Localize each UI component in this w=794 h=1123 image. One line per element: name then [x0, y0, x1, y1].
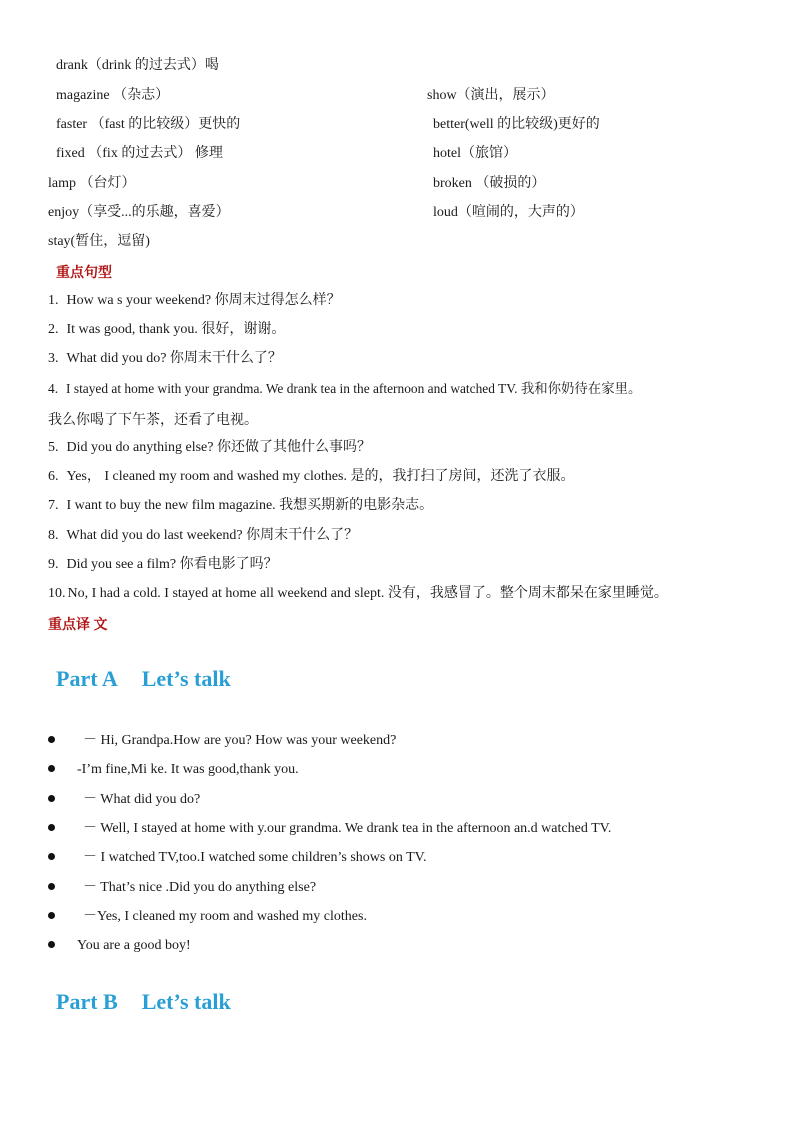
part-b-label: Part B	[56, 989, 118, 1014]
dialog-line	[48, 732, 396, 750]
vocab-faster: faster （fast 的比较级）更快的	[56, 117, 241, 132]
vocab-drank: drank（drink 的过去式）喝	[56, 58, 219, 73]
vocab-hotel: hotel（旅馆）	[433, 146, 517, 161]
sentence-9	[48, 556, 278, 574]
key-sentences-heading: 重点句型	[56, 266, 112, 281]
vocab-fixed: fixed （fix 的过去式） 修理	[56, 146, 223, 161]
sentence-text: No, I had a cold. I stayed at home all weekend and slept. 没有，我感冒了。整个周末都呆在家里睡觉。	[67, 586, 668, 601]
sentence-text: I want to buy the new film magazine. 我想买期新的电影杂志。	[66, 498, 434, 513]
sentence-text: What did you do? 你周末干什么了？	[66, 351, 282, 366]
vocab-stay: stay(暂住，逗留)	[48, 234, 150, 249]
sentence-number: 6.	[48, 469, 59, 484]
sentence-number: 4.	[48, 381, 59, 396]
sentence-number: 10.	[48, 586, 66, 601]
sentence-text: It was good, thank you. 很好，谢谢。	[66, 322, 286, 337]
sentence-1	[48, 292, 341, 310]
vocab-magazine: magazine （杂志）	[56, 88, 170, 103]
dialog-line	[48, 849, 426, 867]
sentence-8	[48, 527, 358, 545]
sentence-3	[48, 350, 282, 368]
part-a-label: Part A	[56, 666, 118, 691]
dialog-line	[48, 879, 316, 897]
bullet-icon	[48, 736, 55, 743]
sentence-number: 9.	[48, 557, 59, 572]
dialog-line	[48, 791, 200, 809]
sentence-number: 1.	[48, 293, 59, 308]
part-a-heading	[56, 666, 231, 692]
bullet-icon	[48, 853, 55, 860]
part-a-title: Let’s talk	[141, 666, 231, 691]
sentence-number: 5.	[48, 440, 59, 455]
dialog-text: －Yes, I cleaned my room and washed my clothes.	[83, 909, 367, 924]
dialog-line	[48, 908, 367, 926]
dialog-text: － I watched TV,too.I watched some children’s shows on TV.	[83, 850, 427, 865]
sentence-6	[48, 468, 574, 486]
vocab-loud: loud（喧闹的，大声的）	[433, 205, 584, 220]
sentence-4-continuation: 我么你喝了下午茶，还看了电视。	[48, 413, 258, 428]
dialog-text: You are a good boy!	[77, 938, 191, 953]
sentence-text: I stayed at home with your grandma. We drank tea in the afternoon and watched TV. 我和你奶待在家里。	[66, 381, 642, 396]
sentence-text: Did you do anything else? 你还做了其他什么事吗？	[66, 440, 371, 455]
dialog-text: － What did you do?	[83, 792, 201, 807]
dialog-text: － That’s nice .Did you do anything else?	[83, 880, 317, 895]
sentence-4	[48, 380, 641, 398]
sentence-text: Did you see a film? 你看电影了吗？	[66, 557, 278, 572]
part-b-heading	[56, 989, 231, 1015]
bullet-icon	[48, 795, 55, 802]
dialog-text: － Hi, Grandpa.How are you? How was your weekend?	[83, 733, 397, 748]
sentence-text: How wa s your weekend? 你周末过得怎么样？	[66, 293, 341, 308]
vocab-lamp: lamp （台灯）	[48, 176, 136, 191]
sentence-7	[48, 497, 433, 515]
dialog-line	[48, 761, 299, 779]
bullet-icon	[48, 765, 55, 772]
vocab-broken: broken （破损的）	[433, 176, 546, 191]
sentence-number: 8.	[48, 528, 59, 543]
vocab-enjoy: enjoy（享受...的乐趣，喜爱）	[48, 205, 230, 220]
sentence-text: Yes， I cleaned my room and washed my clothes. 是的，我打扫了房间，还洗了衣服。	[66, 469, 575, 484]
vocab-show: show（演出，展示）	[427, 88, 555, 103]
sentence-2	[48, 321, 285, 339]
dialog-text: -I’m fine,Mi ke. It was good,thank you.	[77, 762, 299, 777]
sentence-10	[48, 585, 668, 603]
sentence-5	[48, 439, 371, 457]
key-translation-heading: 重点译 文	[48, 618, 108, 633]
dialog-line	[48, 937, 191, 955]
bullet-icon	[48, 912, 55, 919]
sentence-number: 7.	[48, 498, 59, 513]
part-b-title: Let’s talk	[141, 989, 231, 1014]
dialog-text: － Well, I stayed at home with y.our grandma. We drank tea in the afternoon an.d watched TV.	[83, 821, 612, 836]
bullet-icon	[48, 941, 55, 948]
vocab-better: better(well 的比较级)更好的	[433, 117, 600, 132]
bullet-icon	[48, 883, 55, 890]
bullet-icon	[48, 824, 55, 831]
sentence-text: What did you do last weekend? 你周末干什么了？	[66, 528, 359, 543]
sentence-number: 2.	[48, 322, 59, 337]
dialog-line	[48, 820, 611, 838]
sentence-number: 3.	[48, 351, 59, 366]
